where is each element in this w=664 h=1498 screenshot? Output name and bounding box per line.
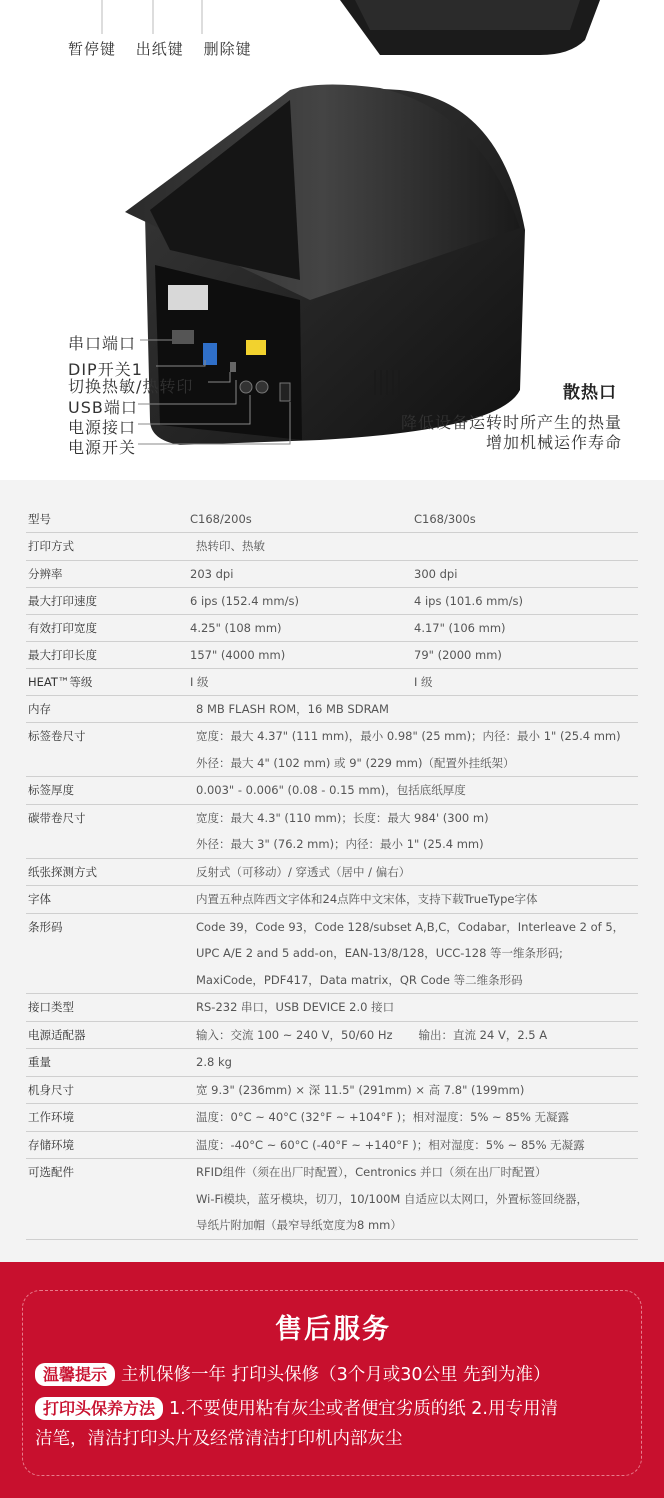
delete-key-label: 删除键 [203,40,252,58]
spec-row [26,723,638,777]
spec-row [26,1159,638,1240]
product-photo-section [0,0,664,480]
spec-value [190,588,638,614]
spec-value [196,1159,638,1239]
spec-key: 碳带卷尺寸 [28,810,86,825]
spec-value-line: Wi-Fi模块，蓝牙模块，切刀，10/100M 自适应以太网口，外置标签回绕器， [196,1191,588,1206]
power-input: 输入：交流 100 ~ 240 V，50/60 Hz [196,1027,393,1042]
spec-value-line: 热转印、热敏 [196,539,265,553]
care-tag: 打印头保养方法 [35,1397,163,1420]
heat-vent-desc-1: 降低设备运转时所产生的热量 [400,413,622,432]
spec-value-300s: 4 ips (101.6 mm/s) [414,593,523,608]
spec-value [196,533,638,560]
spec-key: 内存 [28,701,51,716]
care-line-2 [35,1425,403,1454]
spec-key: 重量 [28,1055,51,1069]
spec-key: 可选配件 [28,1165,74,1179]
spec-key: 字体 [28,892,51,906]
spec-value-300s: C168/300s [414,512,476,526]
spec-value-300s: 79" (2000 mm) [414,647,502,662]
tip-tag: 温馨提示 [35,1363,115,1386]
spec-value-200s: C168/200s [190,512,252,526]
spec-value [190,669,638,695]
spec-key: 标签卷尺寸 [28,729,86,743]
spec-value-line: 0.003" - 0.006" (0.08 - 0.15 mm)，包括底纸厚度 [196,783,466,797]
spec-value [196,1132,638,1159]
port-label-dip: DIP开关1 [68,360,143,379]
spec-key: 接口类型 [28,1000,74,1014]
port-label-mode: 切换热敏/热转印 [68,377,194,396]
spec-value [196,914,638,994]
spec-value-line: RFID组件（须在出厂时配置），Centronics 并口（须在出厂时配置） [196,1165,547,1179]
spec-value [196,696,638,723]
spec-value-200s: 6 ips (152.4 mm/s) [190,593,299,608]
care-line [35,1395,558,1424]
spec-row [26,1104,638,1132]
care-text-2: 洁笔，清洁打印头片及经常清洁打印机内部灰尘 [35,1429,403,1449]
spec-row [26,696,638,724]
heat-vent-desc-2: 增加机械运作寿命 [485,433,622,452]
spec-value-300s: 300 dpi [414,566,458,581]
spec-value-line: 宽度：最大 4.37" (111 mm)，最小 0.98" (25 mm)；内径：最小 1" (25.4 mm) [196,729,621,743]
spec-value [196,886,638,913]
spec-value [196,1104,638,1131]
spec-value [196,1049,638,1076]
spec-key: 最大打印速度 [28,593,97,608]
spec-value [196,1022,638,1049]
feed-key-label: 出纸键 [135,40,184,58]
spec-row [26,1077,638,1105]
spec-row [26,886,638,914]
power-output: 输出：直流 24 V，2.5 A [418,1027,548,1042]
spec-value-200s: I 级 [190,674,209,689]
after-sales-title: 售后服务 [275,1314,391,1345]
spec-value-line: 宽度：最大 4.3" (110 mm)；长度：最大 984' (300 m) [196,810,489,825]
spec-value-line: UPC A/E 2 and 5 add-on，EAN-13/8/128，UCC-128 等一维条形码; [196,946,563,960]
spec-row [26,533,638,561]
warranty-line [35,1361,551,1390]
spec-key: 存储环境 [28,1137,74,1152]
spec-value-line: 外径：最大 4" (102 mm) 或 9" (229 mm)（配置外挂纸架） [196,755,515,770]
spec-row [26,506,638,533]
spec-value [196,777,638,804]
after-sales-box [22,1290,642,1476]
spec-value [190,561,638,587]
spec-value-300s: 4.17" (106 mm) [414,620,506,635]
spec-value [196,805,638,858]
spec-row [26,1049,638,1077]
spec-row [26,914,638,995]
spec-value-200s: 203 dpi [190,566,234,581]
spec-key: 最大打印长度 [28,647,97,662]
spec-row [26,859,638,887]
spec-key: 条形码 [28,919,63,934]
spec-value [190,506,638,532]
spec-value [190,615,638,641]
warranty-text: 主机保修一年 打印头保修（3个月或30公里 先到为准） [121,1365,551,1385]
spec-key: 纸张探测方式 [28,864,97,879]
spec-key: 分辨率 [28,566,63,581]
spec-value-line: 内置五种点阵西文字体和24点阵中文宋体，支持下载TrueType字体 [196,892,538,906]
spec-row [26,805,638,859]
spec-value-line: 宽 9.3" (236mm) × 深 11.5" (291mm) × 高 7.8" (199mm) [196,1082,525,1097]
spec-value-line: 温度：0°C ~ 40°C (32°F ~ +104°F )；相对湿度：5% ~ 85% 无凝露 [196,1110,570,1124]
spec-key: 机身尺寸 [28,1082,74,1097]
spec-row [26,777,638,805]
spec-row [26,1022,638,1050]
spec-value [196,859,638,886]
port-label-serial: 串口端口 [68,334,137,353]
spec-row [26,669,638,696]
spec-key: 标签厚度 [28,783,74,797]
spec-value-line: 8 MB FLASH ROM，16 MB SDRAM [196,701,389,716]
spec-value-line: Code 39，Code 93，Code 128/subset A,B,C，Codabar，Interleave 2 of 5， [196,919,625,934]
care-text-1: 1.不要使用粘有灰尘或者便宜劣质的纸 2.用专用清 [169,1399,558,1419]
spec-key: 有效打印宽度 [28,620,97,635]
spec-value-line: MaxiCode，PDF417，Data matrix，QR Code 等二维条形码 [196,972,523,987]
spec-value-line: 外径：最大 3" (76.2 mm)；内径：最小 1" (25.4 mm) [196,837,484,851]
spec-row [26,1132,638,1160]
port-label-power-jack: 电源接口 [68,418,137,437]
heat-vent-title: 散热口 [563,383,617,403]
spec-value-200s: 4.25" (108 mm) [190,620,282,635]
spec-section [0,480,664,1262]
spec-row [26,588,638,615]
spec-value [196,1077,638,1104]
spec-key: 型号 [28,512,51,526]
spec-row [26,994,638,1022]
spec-row [26,615,638,642]
top-key-labels [68,38,266,59]
spec-value [196,723,638,776]
spec-value-line [196,1022,638,1049]
spec-row [26,561,638,588]
spec-value-200s: 157" (4000 mm) [190,647,286,662]
after-sales-section [0,1262,664,1498]
spec-key: 工作环境 [28,1110,74,1124]
spec-value-line: RS-232 串口，USB DEVICE 2.0 接口 [196,1000,395,1014]
spec-value [196,994,638,1021]
port-label-power-switch: 电源开关 [68,438,137,457]
spec-key: HEAT™等级 [28,674,93,689]
spec-table [26,506,638,1240]
port-label-usb: USB端口 [68,398,138,417]
pause-key-label: 暂停键 [68,40,117,58]
spec-value-line: 反射式（可移动）/ 穿透式（居中 / 偏右） [196,864,411,879]
spec-value-300s: I 级 [414,674,433,689]
spec-key: 打印方式 [28,539,74,553]
spec-value [190,642,638,668]
spec-value-line: 温度：-40°C ~ 60°C (-40°F ~ +140°F )；相对湿度：5% ~ 85% 无凝露 [196,1137,585,1152]
spec-value-line: 导纸片附加帽（最窄导纸宽度为8 mm） [196,1218,402,1232]
spec-key: 电源适配器 [28,1027,86,1042]
spec-value-line: 2.8 kg [196,1055,232,1069]
spec-row [26,642,638,669]
